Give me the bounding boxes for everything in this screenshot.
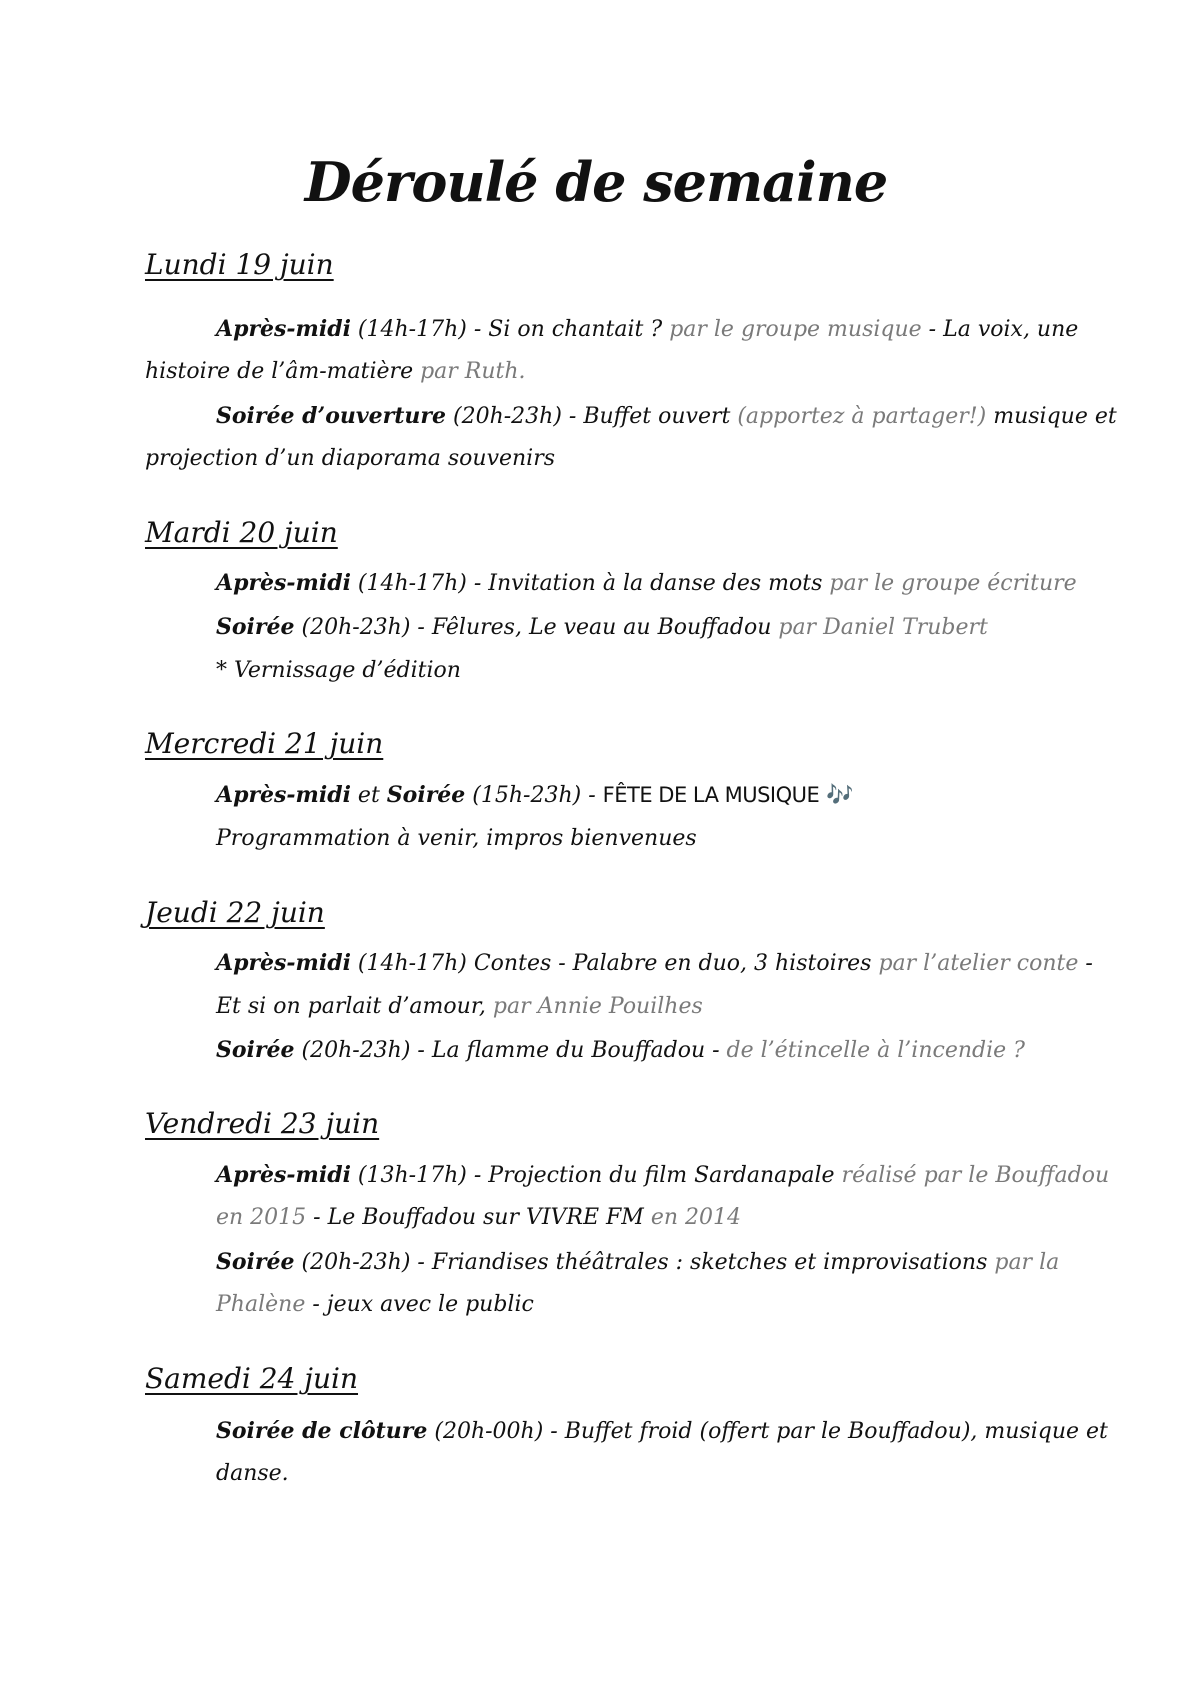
- slot-label: Soirée d’ouverture: [216, 403, 446, 429]
- event-text: -: [1078, 951, 1093, 976]
- vendredi-evening-line: [216, 1249, 1059, 1275]
- lundi-afternoon-line-cont: [145, 359, 526, 384]
- event-text: (15h-23h) -: [465, 783, 603, 808]
- event-credit: en 2015: [216, 1205, 307, 1230]
- event-text: - La voix, une: [921, 317, 1079, 342]
- day-heading-lundi: Lundi 19 juin: [145, 248, 334, 281]
- event-text: musique et: [986, 404, 1117, 429]
- slot-label: Soirée: [216, 1037, 295, 1063]
- event-credit: par Daniel Trubert: [778, 615, 988, 640]
- vendredi-afternoon-line-cont: [216, 1205, 741, 1230]
- slot-label: Soirée: [216, 614, 295, 640]
- slot-label: Soirée de clôture: [216, 1418, 428, 1444]
- event-credit: Phalène: [216, 1292, 306, 1317]
- mardi-afternoon-line: [216, 570, 1077, 596]
- event-text: projection d’un diaporama souvenirs: [145, 446, 556, 471]
- mardi-note-line: [216, 658, 461, 683]
- slot-label: Après-midi: [216, 316, 351, 342]
- vendredi-afternoon-line: [216, 1162, 1109, 1188]
- mercredi-line-cont: [216, 826, 697, 851]
- event-text: et: [350, 783, 387, 808]
- event-text: (20h-23h) - La flamme du Bouffadou -: [294, 1038, 727, 1063]
- page-title: Déroulé de semaine: [304, 150, 888, 214]
- event-note: (apportez à partager!): [737, 404, 987, 429]
- event-text: * Vernissage d’édition: [216, 658, 461, 683]
- slot-label: Soirée: [216, 1249, 295, 1275]
- slot-label: Après-midi: [216, 1162, 351, 1188]
- event-credit: par la: [994, 1250, 1060, 1275]
- mercredi-line: [216, 782, 854, 808]
- day-heading-mercredi: Mercredi 21 juin: [145, 727, 384, 760]
- slot-label: Après-midi: [216, 782, 351, 808]
- lundi-evening-line-cont: [145, 446, 555, 471]
- event-credit: réalisé par le Bouffadou: [841, 1163, 1110, 1188]
- event-text: Et si on parlait d’amour,: [216, 994, 493, 1019]
- samedi-evening-line: [216, 1418, 1108, 1444]
- lundi-afternoon-line: [216, 316, 1078, 342]
- day-heading-mardi: Mardi 20 juin: [145, 516, 338, 549]
- event-text: histoire de l’âm-matière: [145, 359, 421, 384]
- event-text: - jeux avec le public: [305, 1292, 534, 1317]
- event-highlight: FÊTE DE LA MUSIQUE: [602, 783, 820, 807]
- event-text: (20h-23h) - Buffet ouvert: [446, 404, 738, 429]
- event-text: (20h-00h) - Buffet froid (offert par le Bouffadou), musique et: [427, 1419, 1108, 1444]
- event-credit: par le groupe écriture: [829, 571, 1077, 596]
- event-text: (14h-17h) Contes - Palabre en duo, 3 histoires: [350, 951, 879, 976]
- mardi-evening-line: [216, 614, 988, 640]
- event-text: Programmation à venir, impros bienvenues: [216, 826, 697, 851]
- day-heading-samedi: Samedi 24 juin: [145, 1362, 359, 1395]
- event-credit: par l’atelier conte: [878, 951, 1079, 976]
- event-text: (20h-23h) - Friandises théâtrales : sketches et improvisations: [294, 1250, 995, 1275]
- slot-label: Après-midi: [216, 950, 351, 976]
- event-text: (14h-17h) - Invitation à la danse des mots: [350, 571, 830, 596]
- slot-label: Après-midi: [216, 570, 351, 596]
- event-credit: par Ruth.: [420, 359, 526, 384]
- day-heading-vendredi: Vendredi 23 juin: [145, 1107, 380, 1140]
- vendredi-evening-line-cont: [216, 1292, 534, 1317]
- day-heading-jeudi: Jeudi 22 juin: [145, 896, 325, 929]
- lundi-evening-line: [216, 403, 1117, 429]
- event-note: de l’étincelle à l’incendie ?: [726, 1038, 1025, 1063]
- event-text: - Le Bouffadou sur VIVRE FM: [306, 1205, 651, 1230]
- jeudi-afternoon-line-cont: [216, 994, 703, 1019]
- slot-label: Soirée: [386, 782, 466, 808]
- event-credit: par Annie Pouilhes: [492, 994, 703, 1019]
- event-text: (13h-17h) - Projection du film Sardanapale: [350, 1163, 842, 1188]
- jeudi-afternoon-line: [216, 950, 1093, 976]
- event-credit: en 2014: [650, 1205, 741, 1230]
- jeudi-evening-line: [216, 1037, 1025, 1063]
- event-credit: par le groupe musique: [669, 317, 922, 342]
- samedi-evening-line-cont: [216, 1461, 289, 1486]
- event-text: (20h-23h) - Fêlures, Le veau au Bouffadou: [294, 615, 779, 640]
- event-text: danse.: [216, 1461, 289, 1486]
- music-notes-icon: 🎶: [826, 783, 854, 808]
- event-text: (14h-17h) - Si on chantait ?: [350, 317, 670, 342]
